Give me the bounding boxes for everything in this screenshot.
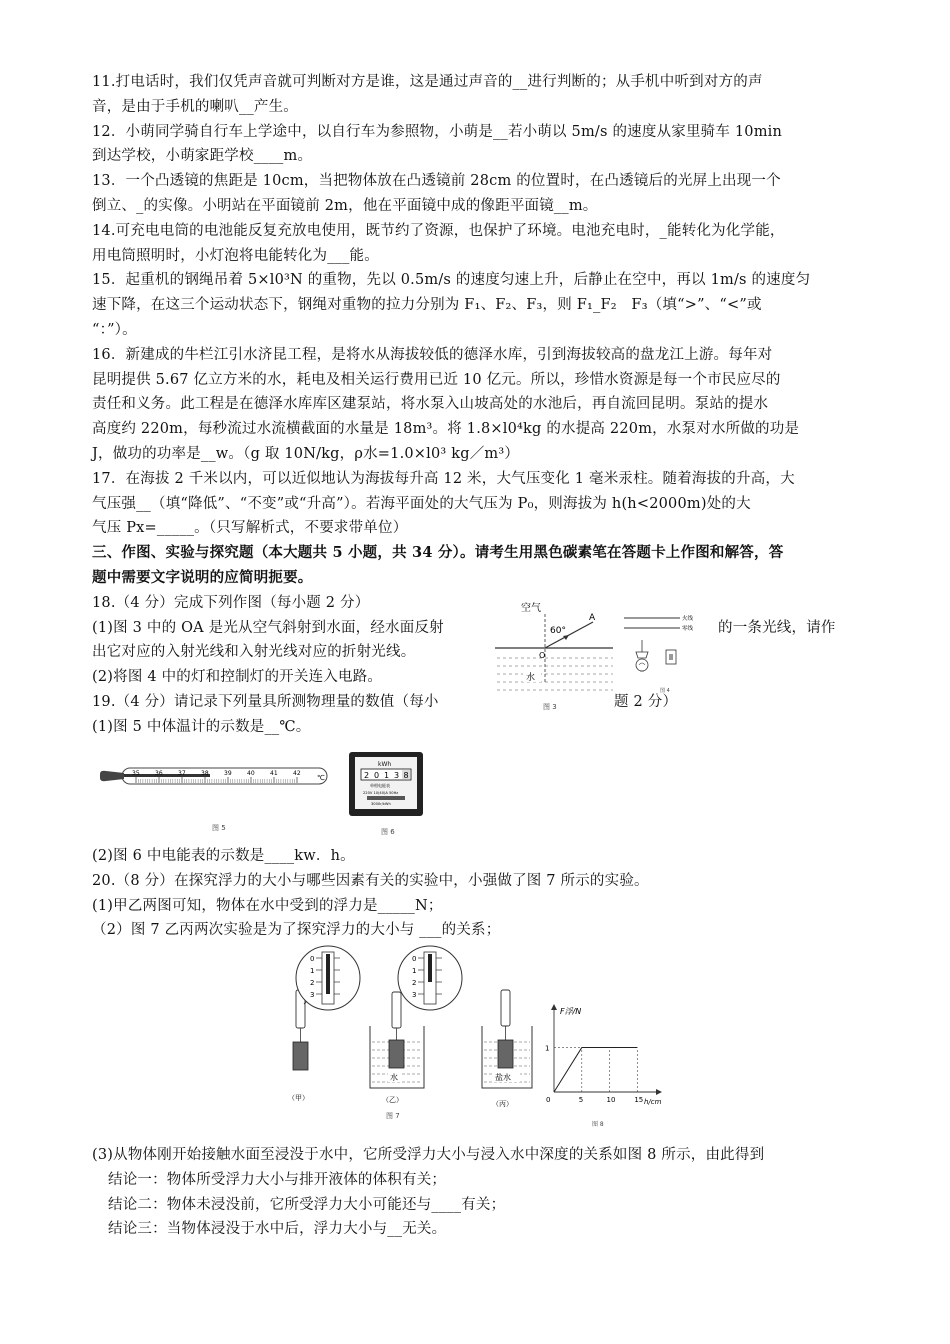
fig7-setup-yi — [370, 946, 462, 1104]
fig4-switch-toggle — [669, 654, 673, 660]
q16-line-5: J，做功的功率是__w。（g 取 10N/kg，ρ水=1.0×l0³ kg／m³） — [92, 445, 520, 462]
fig8-x-arrow — [656, 1089, 662, 1095]
fig5-tick-label: 37 — [178, 770, 186, 777]
fig3-angle-label: 60° — [550, 626, 566, 636]
fig8-xtick-label: 10 — [606, 1096, 616, 1104]
fig6-digit-4: 3 — [394, 771, 400, 780]
q11-line-2: 音，是由于手机的喇叭__产生。 — [92, 98, 298, 115]
fig6-digit-2: 0 — [374, 771, 380, 780]
fig6-unit: kWh — [378, 761, 392, 768]
q16-line-1: 16．新建成的牛栏江引水济昆工程，是将水从海拔较低的德泽水库，引到海拔较高的盘龙江上游。每年对 — [92, 346, 773, 363]
fig7-bing-block — [498, 1040, 513, 1068]
fig8-y-arrow — [551, 1004, 557, 1010]
fig5-bulb — [100, 771, 124, 781]
fig6-digit-5: 8 — [403, 771, 409, 780]
fig8-xtick-label: 15 — [634, 1096, 644, 1104]
fig4-lamp-shade — [636, 652, 648, 658]
q17-line-1: 17．在海拔 2 千米以内，可以近似地认为海拔每升高 12 米，大气压变化 1 毫米汞柱。随着海拔的升高，大 — [92, 470, 795, 487]
fig6-digit-3: 1 — [384, 771, 390, 780]
figure-4 — [620, 610, 710, 700]
q20-part3: (3)从物体刚开始接触水面至浸没于水中，它所受浮力大小与浸入水中深度的关系如图 8 所示，由此得到 — [92, 1147, 765, 1163]
fig6-spec: 220V 10(40)A 50Hz — [363, 791, 399, 795]
fig4-neutral-label: 零线 — [682, 626, 694, 632]
q16-line-4: 高度约 220m，每秒流过水流横截面的水量是 18m³。将 1.8×l0⁴kg 的水提高 220m，水泵对水所做的功是 — [92, 421, 800, 438]
q13-line-1: 13．一个凸透镜的焦距是 10cm，当把物体放在凸透镜前 28cm 的位置时，在凸透镜后的光屏上出现一个 — [92, 173, 781, 190]
q13-line-2: 倒立、_的实像。小明站在平面镜前 2m，他在平面镜中成的像距平面镜__m。 — [92, 197, 598, 214]
q20-conclusion-1: 结论一：物体所受浮力大小与排开液体的体积有关； — [108, 1171, 447, 1188]
fig3-point-a: A — [589, 613, 596, 623]
fig3-point-o: O — [539, 651, 546, 660]
fig3-air-label: 空气 — [521, 603, 541, 614]
q16-line-3: 责任和义务。此工程是在德泽水库库区建泵站，将水泵入山坡高处的水池后，再自流回昆明。泵站的提水 — [92, 396, 769, 413]
fig7-yi-water: 水 — [390, 1073, 398, 1082]
q15-line-1: 15．起重机的钢绳吊着 5×l0³N 的重物，先以 0.5m/s 的速度匀速上升，后静止在空中，再以 1m/s 的速度匀 — [92, 272, 811, 289]
fig7-yi-block — [389, 1040, 404, 1068]
fig8-ytick-label: 1 — [545, 1044, 550, 1053]
fig6-caption: 图 6 — [381, 828, 395, 836]
fig4-bulb-icon — [636, 659, 648, 671]
q16-line-2: 昆明提供 5.67 亿立方米的水，耗电及相关运行费用已近 10 亿元。所以，珍惜水资源是每一个市民应尽的 — [92, 371, 781, 388]
exam-page-bottom — [92, 1143, 862, 1242]
q20-conclusion-2: 结论二：物体未浸没前，它所受浮力大小可能还与____有关； — [108, 1196, 506, 1213]
q12-line-1: 12．小萌同学骑自行车上学途中，以自行车为参照物，小萌是__若小萌以 5m/s 的速度从家里骑车 10min — [92, 123, 783, 140]
fig7-bing-scale — [501, 990, 510, 1026]
q11-line-1: 11.打电话时，我们仅凭声音就可判断对方是谁，这是通过声音的__进行判断的；从手机中听到对方的声 — [92, 74, 763, 90]
fig6-rev: 3000r/kWh — [371, 802, 391, 806]
fig5-tick-label: 35 — [132, 770, 140, 777]
fig7-jia-tick-0: 0 — [310, 955, 315, 963]
fig7-caption: 图 7 — [386, 1112, 400, 1120]
exam-page — [92, 70, 862, 740]
fig7-label-bing: （丙） — [492, 1100, 513, 1108]
q19-part1: (1)图 5 中体温计的示数是__℃。 — [92, 718, 311, 735]
q20-part1: (1)甲乙两图可知，物体在水中受到的浮力是_____N； — [92, 897, 443, 914]
fig7-yi-tick-2: 2 — [412, 979, 417, 987]
fig5-tick-label: 36 — [155, 770, 163, 777]
fig5-tick-label: 40 — [247, 770, 255, 777]
figure-7 — [282, 942, 542, 1122]
q17-line-2: 气压强__（填“降低”、“不变”或“升高”）。若海平面处的大气压为 P₀，则海拔为 h(h<2000m)处的大 — [92, 495, 751, 512]
q15-line-2: 速下降，在这三个运动状态下，钢绳对重物的拉力分别为 F₁、F₂、F₃，则 F₁_F₂ F₃（填“>”、“<”或 — [92, 297, 762, 314]
fig7-yi-tick-0: 0 — [412, 955, 417, 963]
q20-part2: （2）图 7 乙丙两次实验是为了探究浮力的大小与 ___的关系； — [92, 922, 501, 939]
fig7-setup-jia — [288, 946, 360, 1102]
q18-part2: (2)将图 4 中的灯和控制灯的开关连入电路。 — [92, 669, 383, 686]
fig7-yi-tick-1: 1 — [412, 967, 417, 975]
fig7-jia-block — [293, 1042, 308, 1070]
figure-3 — [495, 600, 615, 712]
fig8-xtick-label: 0 — [546, 1096, 551, 1104]
q18-part1-line-2: 出它对应的入射光线和入射光线对应的折射光线。 — [92, 644, 416, 661]
fig6-digit-1: 2 — [364, 771, 370, 780]
fig8-xtick-label: 5 — [578, 1096, 584, 1104]
fig5-tick-label: 39 — [224, 770, 232, 777]
q18-part1-text: (1)图 3 中的 OA 是光从空气斜射到水面，经水面反射 — [92, 619, 444, 636]
figure-8-chart — [540, 1000, 670, 1130]
q15-line-3: “：”）。 — [92, 321, 137, 338]
q18-head: 18.（4 分）完成下列作图（每小题 2 分） — [92, 594, 370, 611]
exam-page-lower — [92, 844, 862, 943]
fig3-water-dashes — [497, 658, 613, 690]
fig5-unit: ℃ — [317, 774, 325, 782]
q12-line-2: 到达学校，小萌家距学校____m。 — [92, 148, 313, 165]
figure-6 — [345, 750, 430, 840]
fig7-label-jia: （甲） — [288, 1094, 309, 1102]
fig6-digit-window — [361, 769, 411, 780]
q18-part1-tail: 的一条光线，请作 — [718, 619, 836, 636]
fig6-label: 单相电能表 — [370, 783, 390, 788]
fig5-tick-label: 41 — [270, 770, 278, 777]
fig5-caption: 图 5 — [212, 824, 226, 832]
q19-head: 19.（4 分）请记录下列量具所测物理量的数值（每小 — [92, 693, 439, 710]
section-3-heading-1: 三、作图、实验与探究题（本大题共 5 小题，共 34 分）。请考生用黑色碳素笔在答题卡上作图和解答，答 — [92, 544, 784, 562]
fig8-ylabel: F浮/N — [560, 1007, 582, 1016]
fig7-label-yi: （乙） — [382, 1096, 403, 1104]
figure-5 — [96, 760, 336, 835]
fig3-water-label: 水 — [526, 673, 536, 683]
fig7-jia-tick-1: 1 — [310, 967, 315, 975]
fig8-series-line — [554, 1048, 637, 1092]
fig7-bing-brine: 盐水 — [495, 1073, 511, 1082]
fig4-caption: 图 4 — [660, 688, 670, 694]
q20-head: 20.（8 分）在探究浮力的大小与哪些因素有关的实验中，小强做了图 7 所示的实验。 — [92, 872, 649, 889]
q19-part2: (2)图 6 中电能表的示数是____kw．h。 — [92, 848, 355, 864]
fig7-jia-tick-2: 2 — [310, 979, 315, 987]
section-3-heading-2: 题中需要文字说明的应简明扼要。 — [92, 568, 313, 586]
fig7-yi-scale — [392, 992, 401, 1028]
q19-head-tail: 题 2 分） — [614, 693, 678, 710]
fig8-xlabel: h/cm — [644, 1098, 662, 1106]
fig5-tick-label: 38 — [201, 770, 209, 777]
q20-conclusion-3: 结论三：当物体浸没于水中后，浮力大小与__无关。 — [108, 1221, 447, 1238]
fig8-caption: 图 8 — [592, 1121, 604, 1128]
fig3-caption: 图 3 — [543, 703, 557, 711]
fig7-jia-tick-3: 3 — [310, 991, 315, 999]
q19-head-row — [92, 690, 862, 715]
fig7-setup-bing — [482, 990, 532, 1108]
q14-line-1: 14.可充电电筒的电池能反复充放电使用，既节约了资源，也保护了环境。电池充电时，_能转化为化学能， — [92, 222, 785, 239]
q14-line-2: 用电筒照明时，小灯泡将电能转化为___能。 — [92, 247, 379, 264]
q18-part1-row — [92, 616, 862, 641]
fig7-yi-tick-3: 3 — [412, 991, 417, 999]
fig8-marks — [545, 1045, 643, 1104]
fig4-live-label: 火线 — [682, 616, 694, 622]
q17-line-3: 气压 Px=_____。（只写解析式，不要求带单位） — [92, 520, 408, 537]
fig6-disk — [367, 796, 405, 800]
fig5-tick-label: 42 — [293, 770, 301, 777]
